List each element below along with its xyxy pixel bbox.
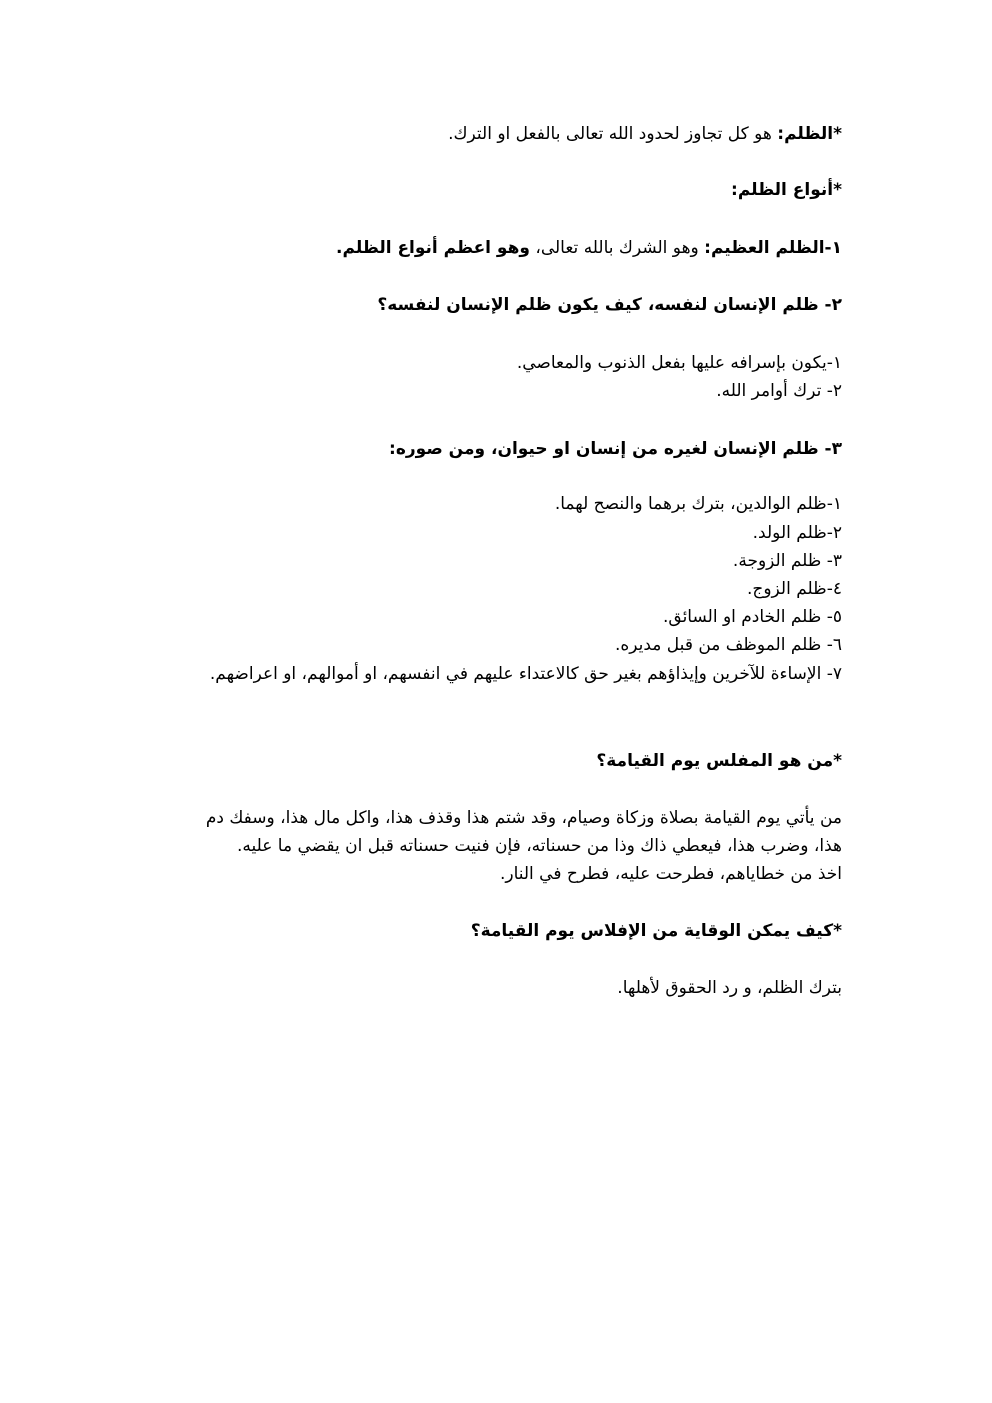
- type2-item-1: ١-يكون بإسرافه عليها بفعل الذنوب والمعاصي.: [516, 353, 842, 373]
- bankrupt-line-1: من يأتي يوم القيامة بصلاة وزكاة وصيام، وقد شتم هذا وقذف هذا، واكل مال هذا، وسفك دم: [205, 808, 842, 828]
- definition-text: هو كل تجاوز لحدود الله تعالى بالفعل او الترك.: [448, 124, 778, 144]
- type1-text: وهو الشرك بالله تعالى،: [529, 238, 705, 258]
- type1-label: ١-الظلم العظيم:: [704, 238, 842, 258]
- type1-paragraph: [336, 235, 842, 261]
- bankrupt-line-2: هذا، وضرب هذا، فيعطي ذاك وذا من حسناته، فإن فنيت حسناته قبل ان يقضي ما عليه.: [236, 836, 842, 856]
- type3-item-6: ٦- ظلم الموظف من قبل مديره.: [614, 635, 842, 655]
- type2-heading: ٢- ظلم الإنسان لنفسه، كيف يكون ظلم الإنسان لنفسه؟: [377, 295, 842, 315]
- prevention-heading: *كيف يمكن الوقاية من الإفلاس يوم القيامة؟: [470, 921, 842, 941]
- bankrupt-heading: *من هو المفلس يوم القيامة؟: [596, 751, 842, 771]
- definition-term: *الظلم:: [777, 124, 842, 144]
- type3-item-7: ٧- الإساءة للآخرين وإيذاؤهم بغير حق كالاعتداء عليهم في انفسهم، او أموالهم، او اعراضهم.: [209, 664, 842, 684]
- bankrupt-line-3: اخذ من خطاياهم، فطرحت عليه، فطرح في النار.: [499, 864, 842, 884]
- definition-paragraph: [448, 121, 842, 147]
- type3-heading: ٣- ظلم الإنسان لغيره من إنسان او حيوان، ومن صوره:: [389, 439, 842, 459]
- type3-item-2: ٢-ظلم الولد.: [752, 523, 842, 543]
- type3-item-3: ٣- ظلم الزوجة.: [732, 551, 842, 571]
- prevention-answer: بترك الظلم، و رد الحقوق لأهلها.: [617, 978, 842, 998]
- type3-item-5: ٥- ظلم الخادم او السائق.: [662, 607, 842, 627]
- type3-item-4: ٤-ظلم الزوج.: [746, 579, 842, 599]
- type3-item-1: ١-ظلم الوالدين، بترك برهما والنصح لهما.: [554, 494, 842, 514]
- types-heading: *أنواع الظلم:: [731, 180, 842, 200]
- type2-item-2: ٢- ترك أوامر الله.: [716, 381, 842, 401]
- type1-emphasis: وهو اعظم أنواع الظلم.: [336, 238, 530, 258]
